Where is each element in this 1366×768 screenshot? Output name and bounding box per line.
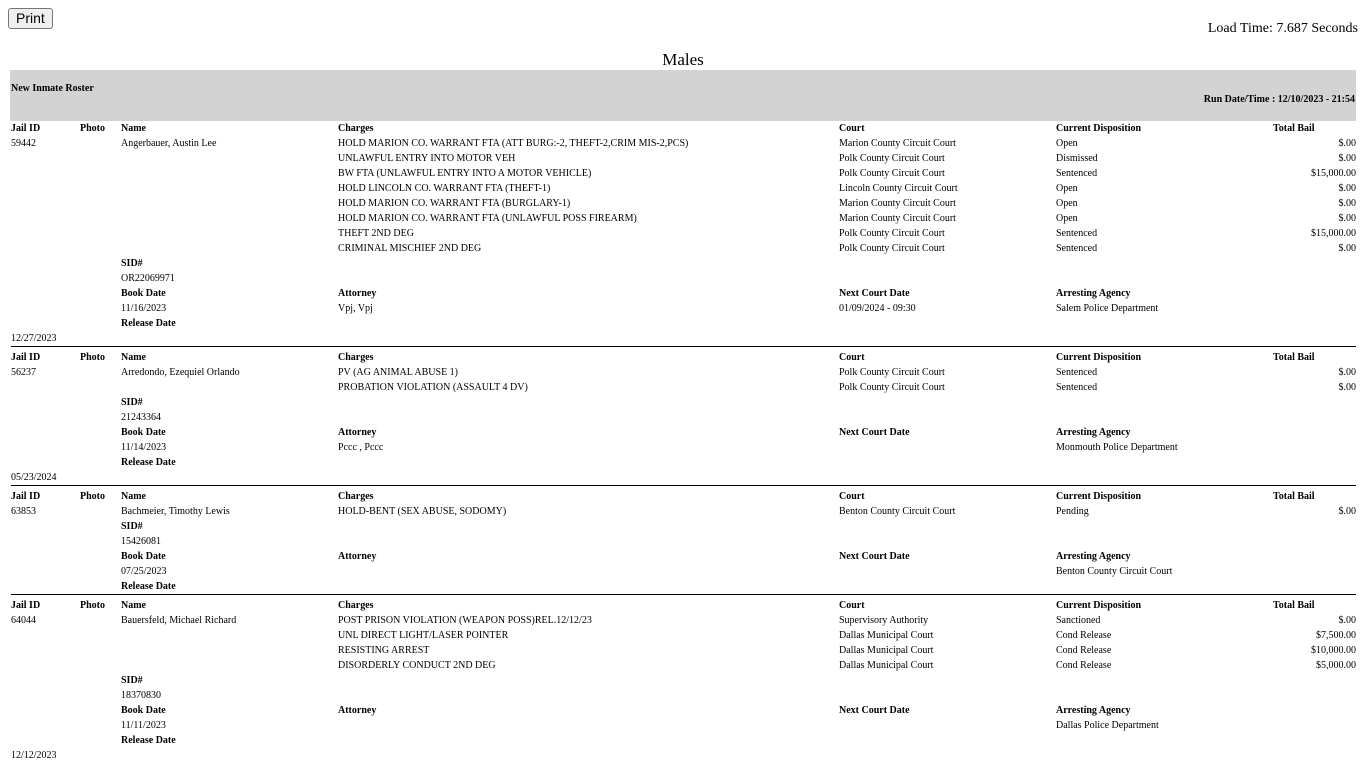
disposition: Cond Release — [1056, 660, 1112, 671]
charge-text: THEFT 2ND DEG — [338, 228, 414, 239]
attorney-label: Attorney — [338, 551, 377, 562]
photo-label: Photo — [80, 491, 105, 502]
book-date: 11/11/2023 — [121, 720, 166, 731]
next-court-date-label: Next Court Date — [839, 705, 910, 716]
court-name: Supervisory Authority — [839, 615, 929, 626]
disposition: Pending — [1056, 506, 1089, 517]
inmate-roster — [11, 121, 1356, 766]
bail-amount: $.00 — [1338, 183, 1356, 194]
release-value-row — [11, 470, 1356, 485]
photo-label: Photo — [80, 123, 105, 134]
jail-id-label: Jail ID — [11, 600, 41, 611]
court-name: Marion County Circuit Court — [839, 213, 956, 224]
bail-amount: $15,000.00 — [1311, 168, 1356, 179]
name-label: Name — [121, 123, 146, 134]
page-title: Males — [662, 50, 704, 69]
sid-label: SID# — [121, 675, 143, 686]
book-date: 11/16/2023 — [121, 303, 167, 314]
sid-label-row — [11, 395, 1356, 410]
arresting-agency: Salem Police Department — [1056, 303, 1159, 314]
book-date: 07/25/2023 — [121, 566, 167, 577]
disposition: Sentenced — [1056, 367, 1098, 378]
court-name: Marion County Circuit Court — [839, 138, 956, 149]
court-name: Polk County Circuit Court — [839, 367, 945, 378]
release-label-row — [11, 455, 1356, 470]
charge-row — [11, 241, 1356, 256]
court-name: Polk County Circuit Court — [839, 228, 945, 239]
disposition: Sentenced — [1056, 228, 1098, 239]
inmate-name: Angerbauer, Austin Lee — [121, 138, 217, 149]
bail-amount: $.00 — [1338, 367, 1356, 378]
charge-row — [11, 196, 1356, 211]
next-court-date-label: Next Court Date — [839, 288, 910, 299]
court-label: Court — [839, 123, 865, 134]
disposition-label: Current Disposition — [1056, 352, 1142, 363]
charge-text: HOLD MARION CO. WARRANT FTA (BURGLARY-1) — [338, 198, 571, 209]
disposition: Open — [1056, 213, 1078, 224]
charge-text: POST PRISON VIOLATION (WEAPON POSS)REL.12/12/23 — [338, 615, 592, 626]
bail-amount: $7,500.00 — [1316, 630, 1356, 641]
charge-text: DISORDERLY CONDUCT 2ND DEG — [338, 660, 496, 671]
disposition: Dismissed — [1056, 153, 1098, 164]
name-label: Name — [121, 600, 146, 611]
charges-label: Charges — [338, 600, 374, 611]
next-court-date-label: Next Court Date — [839, 551, 910, 562]
total-bail-label: Total Bail — [1273, 600, 1315, 611]
total-bail-label: Total Bail — [1273, 352, 1315, 363]
attorney-label: Attorney — [338, 427, 377, 438]
inmate-name: Bauersfeld, Michael Richard — [121, 615, 237, 626]
court-name: Polk County Circuit Court — [839, 382, 945, 393]
arresting-agency: Benton County Circuit Court — [1056, 566, 1173, 577]
charges-label: Charges — [338, 352, 374, 363]
total-bail-label: Total Bail — [1273, 491, 1315, 502]
disposition: Sanctioned — [1056, 615, 1101, 626]
bail-amount: $.00 — [1338, 382, 1356, 393]
sid-value: 15426081 — [121, 536, 161, 547]
bail-amount: $.00 — [1338, 506, 1356, 517]
sid-label: SID# — [121, 521, 143, 532]
court-name: Lincoln County Circuit Court — [839, 183, 958, 194]
charge-row — [11, 658, 1356, 673]
jail-id: 63853 — [11, 506, 36, 517]
sid-value: 21243364 — [121, 412, 161, 423]
charge-text: PROBATION VIOLATION (ASSAULT 4 DV) — [338, 382, 528, 393]
court-name: Dallas Municipal Court — [839, 645, 934, 656]
sid-value-row — [11, 534, 1356, 549]
court-label: Court — [839, 491, 865, 502]
inmate-record — [11, 598, 1356, 763]
arresting-agency-label: Arresting Agency — [1056, 705, 1131, 716]
charge-text: BW FTA (UNLAWFUL ENTRY INTO A MOTOR VEHICLE) — [338, 168, 592, 179]
release-date: 12/27/2023 — [11, 333, 57, 344]
inmate-name: Bachmeier, Timothy Lewis — [121, 506, 230, 517]
charge-text: HOLD LINCOLN CO. WARRANT FTA (THEFT-1) — [338, 183, 551, 194]
disposition: Open — [1056, 198, 1078, 209]
release-value-row — [11, 331, 1356, 346]
sid-label-row — [11, 673, 1356, 688]
photo-label: Photo — [80, 600, 105, 611]
record-header-row — [11, 598, 1356, 613]
charge-row — [11, 643, 1356, 658]
sid-label: SID# — [121, 258, 143, 269]
court-name: Polk County Circuit Court — [839, 153, 945, 164]
arresting-agency: Monmouth Police Department — [1056, 442, 1178, 453]
inmate-record — [11, 350, 1356, 486]
sid-label: SID# — [121, 397, 143, 408]
charge-row — [11, 380, 1356, 395]
release-label-row — [11, 733, 1356, 748]
charge-row — [11, 226, 1356, 241]
next-court-date: 01/09/2024 - 09:30 — [839, 303, 916, 314]
bail-amount: $.00 — [1338, 153, 1356, 164]
release-label-row — [11, 316, 1356, 331]
charge-row — [11, 628, 1356, 643]
disposition: Sentenced — [1056, 382, 1098, 393]
record-header-row — [11, 350, 1356, 365]
release-date: 12/12/2023 — [11, 750, 57, 761]
court-name: Dallas Municipal Court — [839, 630, 934, 641]
total-bail-label: Total Bail — [1273, 123, 1315, 134]
booking-value-row — [11, 440, 1356, 455]
bail-amount: $.00 — [1338, 198, 1356, 209]
disposition: Cond Release — [1056, 645, 1112, 656]
charge-text: HOLD MARION CO. WARRANT FTA (UNLAWFUL POSS FIREARM) — [338, 213, 637, 224]
disposition: Cond Release — [1056, 630, 1112, 641]
jail-id-label: Jail ID — [11, 491, 41, 502]
court-label: Court — [839, 352, 865, 363]
next-court-date-label: Next Court Date — [839, 427, 910, 438]
attorney: Vpj, Vpj — [338, 303, 373, 314]
disposition: Sentenced — [1056, 168, 1098, 179]
sid-label-row — [11, 519, 1356, 534]
court-name: Polk County Circuit Court — [839, 168, 945, 179]
charges-label: Charges — [338, 123, 374, 134]
bail-amount: $.00 — [1338, 615, 1356, 626]
inmate-record — [11, 121, 1356, 347]
jail-id: 56237 — [11, 367, 36, 378]
charge-text: HOLD-BENT (SEX ABUSE, SODOMY) — [338, 506, 507, 517]
charge-row — [11, 151, 1356, 166]
release-date-label: Release Date — [121, 318, 176, 329]
inmate-name: Arredondo, Ezequiel Orlando — [121, 367, 240, 378]
arresting-agency-label: Arresting Agency — [1056, 427, 1131, 438]
book-date-label: Book Date — [121, 705, 166, 716]
book-date-label: Book Date — [121, 551, 166, 562]
sid-label-row — [11, 256, 1356, 271]
bail-amount: $15,000.00 — [1311, 228, 1356, 239]
release-value-row — [11, 748, 1356, 763]
release-label-row — [11, 579, 1356, 594]
attorney-label: Attorney — [338, 705, 377, 716]
bail-amount: $5,000.00 — [1316, 660, 1356, 671]
record-header-row — [11, 121, 1356, 136]
booking-label-row — [11, 703, 1356, 718]
charge-text: UNLAWFUL ENTRY INTO MOTOR VEH — [338, 153, 516, 164]
charge-row — [11, 504, 1356, 519]
booking-value-row — [11, 301, 1356, 316]
release-date-label: Release Date — [121, 457, 176, 468]
bail-amount: $.00 — [1338, 213, 1356, 224]
charge-row — [11, 613, 1356, 628]
charge-text: CRIMINAL MISCHIEF 2ND DEG — [338, 243, 482, 254]
report-header — [10, 70, 1356, 121]
load-time-text: Load Time: 7.687 Seconds — [1207, 21, 1358, 36]
disposition: Open — [1056, 138, 1078, 149]
jail-id: 64044 — [11, 615, 36, 626]
sid-value: 18370830 — [121, 690, 161, 701]
print-button[interactable]: Print — [8, 8, 53, 29]
court-label: Court — [839, 600, 865, 611]
charge-row — [11, 136, 1356, 151]
release-date-label: Release Date — [121, 735, 176, 746]
jail-id-label: Jail ID — [11, 352, 41, 363]
disposition-label: Current Disposition — [1056, 491, 1142, 502]
record-header-row — [11, 489, 1356, 504]
charges-label: Charges — [338, 491, 374, 502]
disposition-label: Current Disposition — [1056, 123, 1142, 134]
jail-id-label: Jail ID — [11, 123, 41, 134]
run-datetime: Run Date/Time : 12/10/2023 - 21:54 — [1203, 94, 1355, 105]
disposition-label: Current Disposition — [1056, 600, 1142, 611]
court-name: Marion County Circuit Court — [839, 198, 956, 209]
bail-amount: $.00 — [1338, 138, 1356, 149]
charge-row — [11, 181, 1356, 196]
booking-value-row — [11, 718, 1356, 733]
court-name: Benton County Circuit Court — [839, 506, 956, 517]
arresting-agency-label: Arresting Agency — [1056, 288, 1131, 299]
sid-value-row — [11, 410, 1356, 425]
charge-row — [11, 166, 1356, 181]
booking-label-row — [11, 425, 1356, 440]
booking-label-row — [11, 286, 1356, 301]
disposition: Sentenced — [1056, 243, 1098, 254]
booking-value-row — [11, 564, 1356, 579]
book-date: 11/14/2023 — [121, 442, 167, 453]
arresting-agency: Dallas Police Department — [1056, 720, 1159, 731]
bail-amount: $10,000.00 — [1311, 645, 1356, 656]
booking-label-row — [11, 549, 1356, 564]
release-date-label: Release Date — [121, 581, 176, 592]
book-date-label: Book Date — [121, 288, 166, 299]
attorney-label: Attorney — [338, 288, 377, 299]
name-label: Name — [121, 491, 146, 502]
bail-amount: $.00 — [1338, 243, 1356, 254]
charge-text: HOLD MARION CO. WARRANT FTA (ATT BURG:-2, THEFT-2,CRIM MIS-2,PCS) — [338, 138, 689, 149]
court-name: Polk County Circuit Court — [839, 243, 945, 254]
disposition: Open — [1056, 183, 1078, 194]
report-name: New Inmate Roster — [11, 83, 94, 94]
sid-value: OR22069971 — [121, 273, 175, 284]
court-name: Dallas Municipal Court — [839, 660, 934, 671]
attorney: Pccc , Pccc — [338, 442, 384, 453]
book-date-label: Book Date — [121, 427, 166, 438]
arresting-agency-label: Arresting Agency — [1056, 551, 1131, 562]
charge-text: UNL DIRECT LIGHT/LASER POINTER — [338, 630, 509, 641]
charge-text: PV (AG ANIMAL ABUSE 1) — [338, 367, 459, 378]
jail-id: 59442 — [11, 138, 36, 149]
release-date: 05/23/2024 — [11, 472, 57, 483]
charge-text: RESISTING ARREST — [338, 645, 430, 656]
photo-label: Photo — [80, 352, 105, 363]
sid-value-row — [11, 271, 1356, 286]
charge-row — [11, 211, 1356, 226]
charge-row — [11, 365, 1356, 380]
sid-value-row — [11, 688, 1356, 703]
inmate-record — [11, 489, 1356, 595]
name-label: Name — [121, 352, 146, 363]
